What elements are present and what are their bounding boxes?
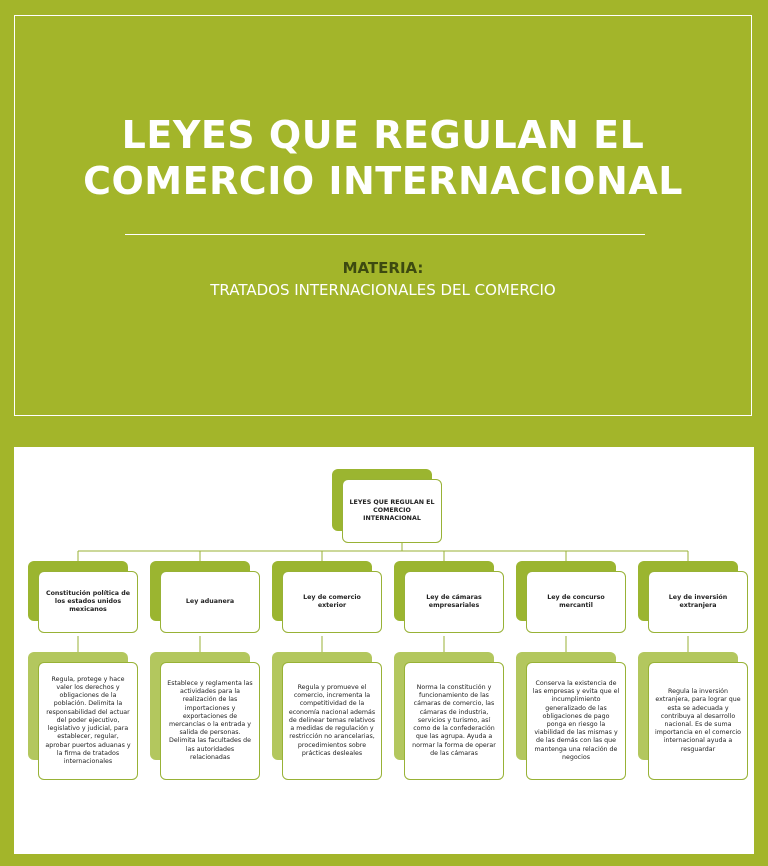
law-description-label: Establece y reglamenta las actividades para la realización de las importaciones y exportaciones de mercancías o la entrada y salida de personas. Delimita las facultades de las autoridades relacionadas [160,662,260,780]
subject-value: TRATADOS INTERNACIONALES DEL COMERCIO [210,281,556,299]
law-description-label: Regula, protege y hace valer los derechos y obligaciones de la población. Delimita la responsabilidad del actuar del poder ejecutivo, legislativo y judicial, para establecer, regular, aprobar puertos aduanas y la firma de tratados internacionales [38,662,138,780]
law-header-label: Ley de inversión extranjera [648,571,748,633]
law-description-label: Regula y promueve el comercio, incrementa la competitividad de la economía nacional además de delinear temas relativos a medidas de regulación y restricción no arancelarias, procedimientos sobre prácticas desleales [282,662,382,780]
title-divider [125,234,645,235]
law-description-label: Regula la inversión extranjera, para lograr que esta se adecuada y contribuya al desarrollo nacional. Es de suma importancia en el comercio internacional ayuda a resguardar [648,662,748,780]
root-node-label: LEYES QUE REGULAN EL COMERCIO INTERNACIONAL [342,479,442,543]
law-header-label: Ley de comercio exterior [282,571,382,633]
law-header-label: Constitución política de los estados unidos mexicanos [38,571,138,633]
subject-label: MATERIA: [342,259,424,277]
law-header-label: Ley de cámaras empresariales [404,571,504,633]
slide-title: LEYES QUE REGULAN EL COMERCIO INTERNACIONAL [83,113,683,203]
law-header-label: Ley de concurso mercantil [526,571,626,633]
law-header-label: Ley aduanera [160,571,260,633]
law-description-label: Conserva la existencia de las empresas y evita que el incumplimiento generalizado de las obligaciones de pago ponga en riesgo la viabilidad de las mismas y de las demás con las que mantenga una relación de negocios [526,662,626,780]
diagram-panel [14,447,754,854]
law-description-label: Norma la constitución y funcionamiento de las cámaras de comercio, las cámaras de industria, servicios y turismo, así como de la confederación que las agrupa. Ayuda a normar la forma de operar de las cámaras [404,662,504,780]
title-frame [14,15,752,416]
